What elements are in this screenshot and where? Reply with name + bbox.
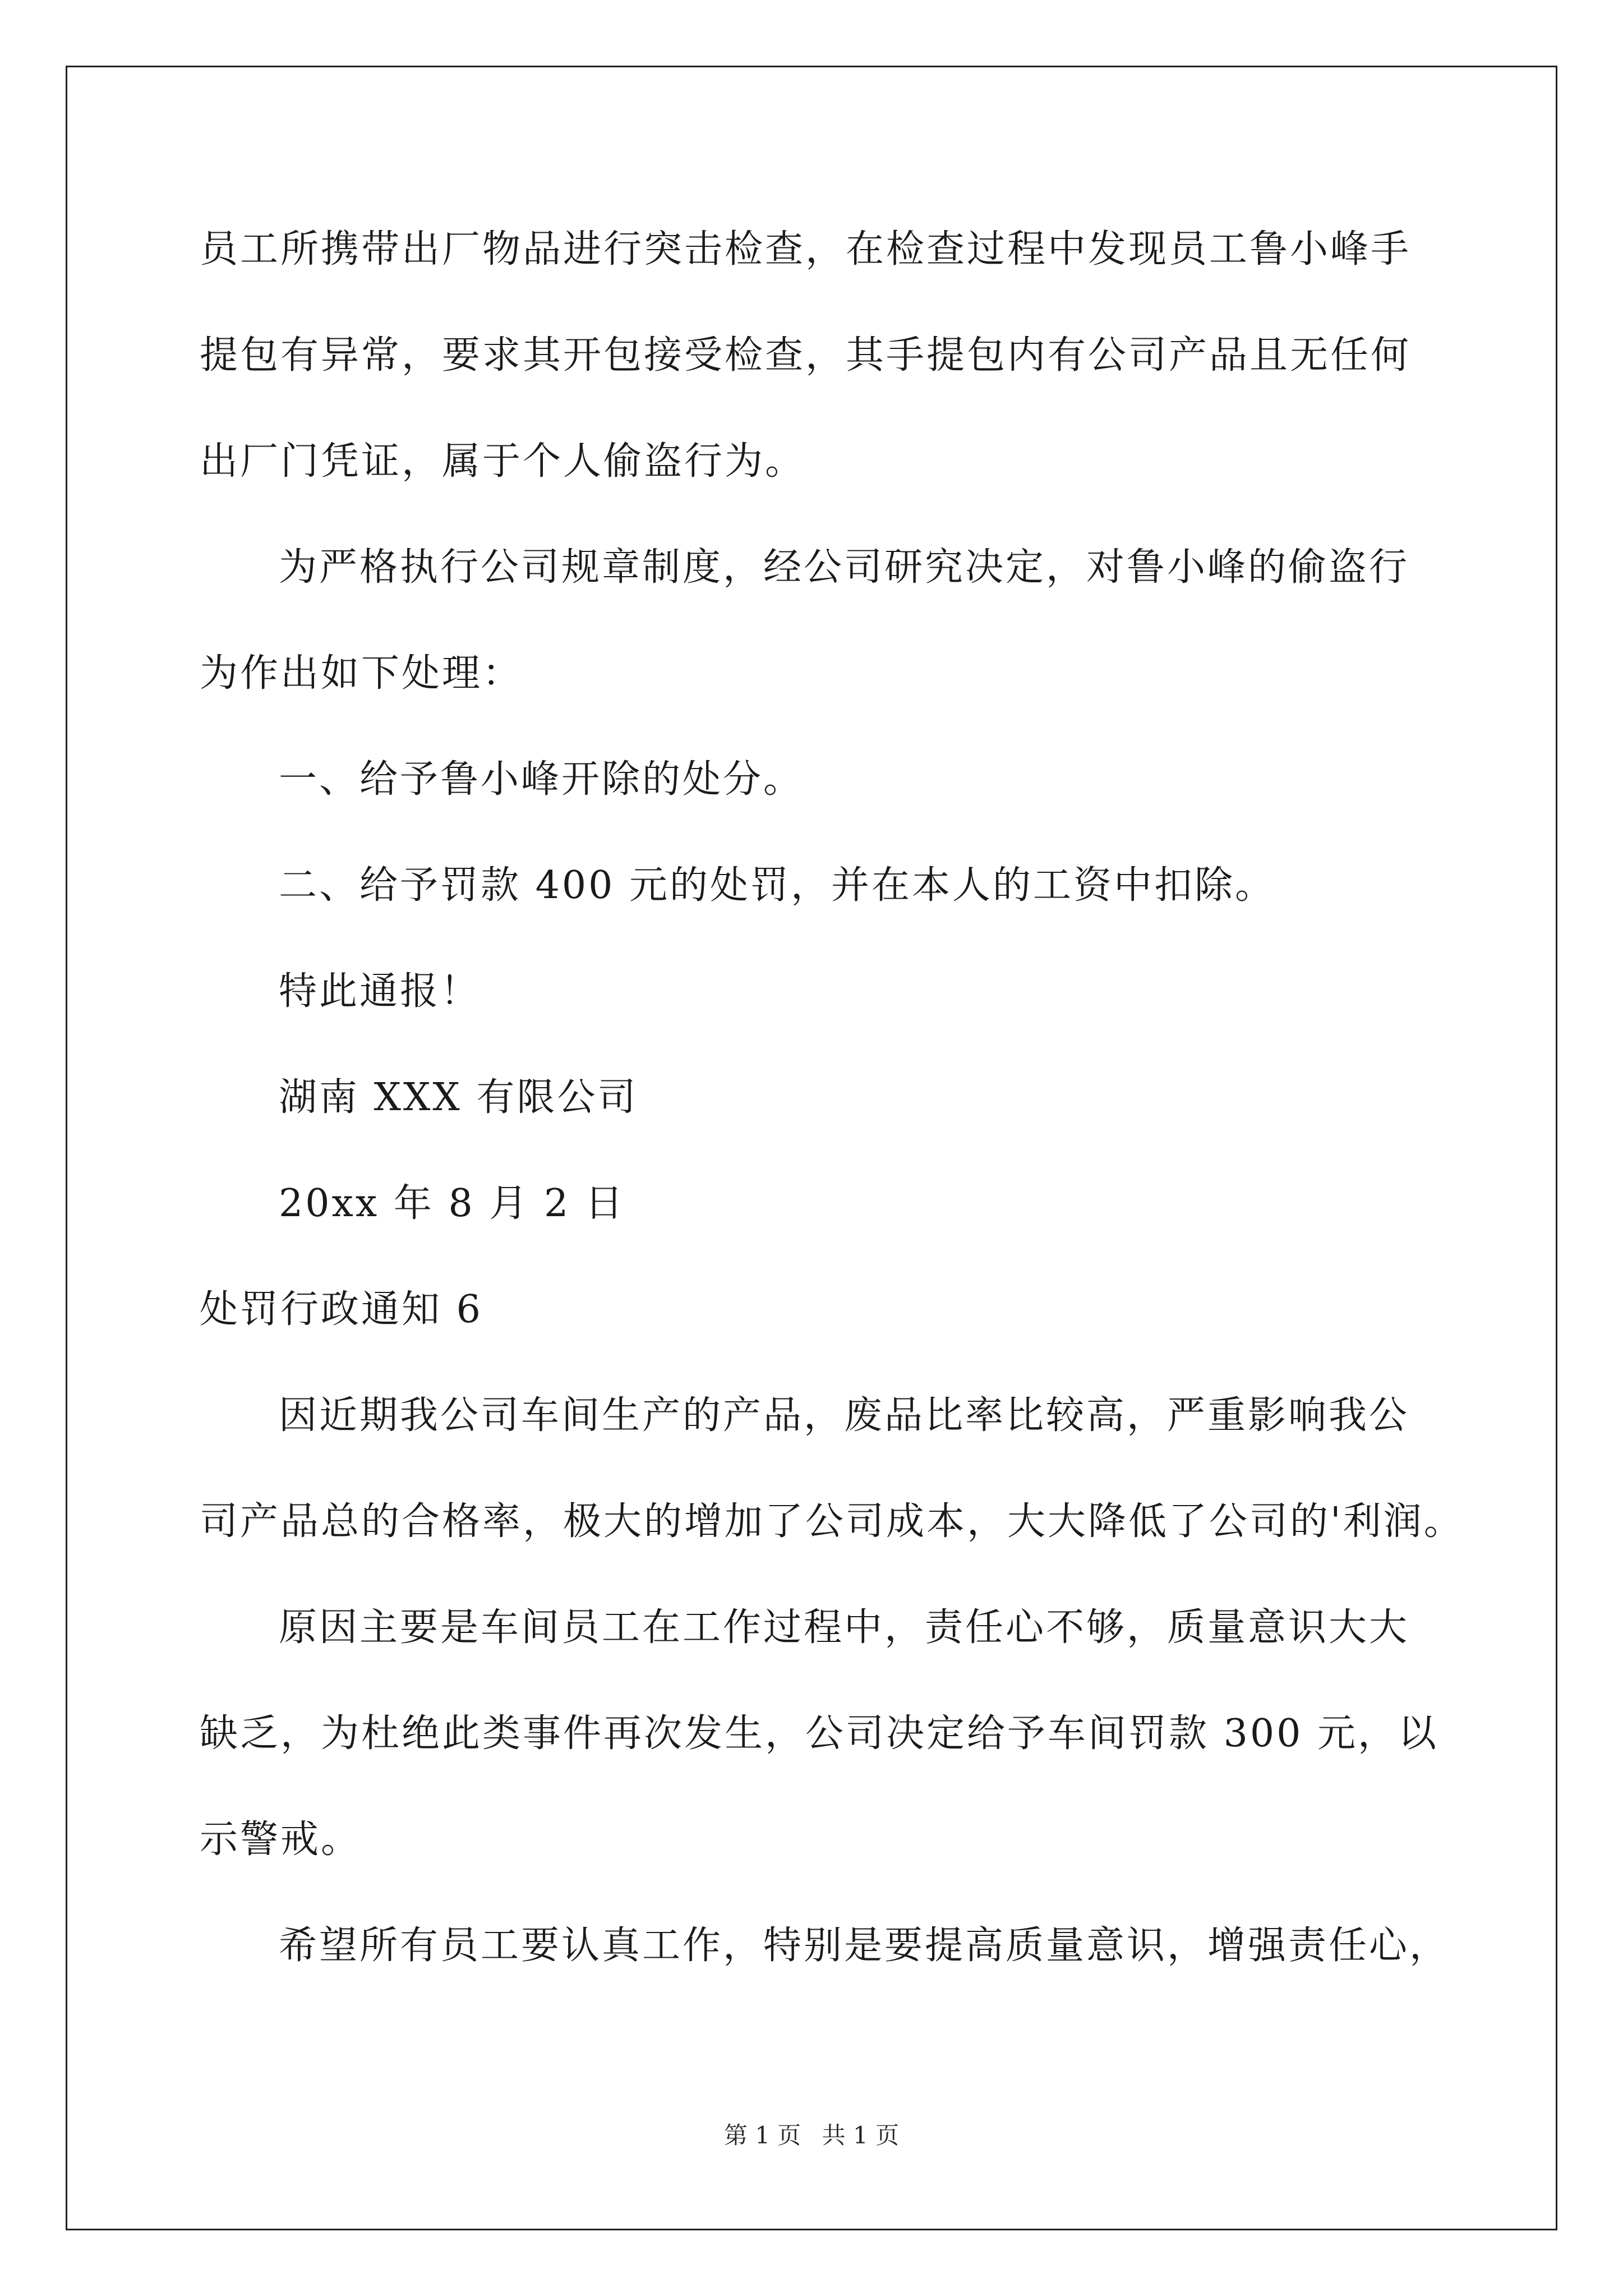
text-line: 员工所携带出厂物品进行突击检查，在检查过程中发现员工鲁小峰手: [200, 227, 1412, 272]
text-line: 提包有异常，要求其开包接受检查，其手提包内有公司产品且无任何: [200, 333, 1412, 378]
page-number-current: 第 1 页: [723, 2122, 801, 2149]
text-line: 一、给予鲁小峰开除的处分。: [279, 757, 804, 802]
text-line: 司产品总的合格率，极大的增加了公司成本，大大降低了公司的'利润。: [200, 1499, 1464, 1544]
text-line: 原因主要是车间员工在工作过程中，责任心不够，质量意识大大: [279, 1605, 1410, 1650]
text-line: 为作出如下处理：: [200, 651, 523, 696]
text-line: 示警戒。: [200, 1818, 362, 1862]
text-line: 湖南 XXX 有限公司: [279, 1075, 638, 1120]
text-line: 缺乏，为杜绝此类事件再次发生，公司决定给予车间罚款 300 元，以: [200, 1711, 1439, 1756]
text-line: 为严格执行公司规章制度，经公司研究决定，对鲁小峰的偷盗行: [279, 545, 1410, 590]
page-footer: [0, 2120, 1623, 2151]
text-line: 因近期我公司车间生产的产品，废品比率比较高，严重影响我公: [279, 1393, 1410, 1438]
text-line: 20xx 年 8 月 2 日: [279, 1181, 625, 1226]
text-line: 希望所有员工要认真工作，特别是要提高质量意识，增强责任心，: [279, 1924, 1450, 1968]
page-border: [66, 66, 1557, 2230]
text-line: 二、给予罚款 400 元的处罚，并在本人的工资中扣除。: [279, 863, 1276, 908]
page-number-total: 共 1 页: [822, 2122, 900, 2149]
text-line: 出厂门凭证，属于个人偷盗行为。: [200, 439, 806, 484]
section-heading: 处罚行政通知 6: [200, 1287, 483, 1332]
text-line: 特此通报！: [279, 969, 481, 1014]
